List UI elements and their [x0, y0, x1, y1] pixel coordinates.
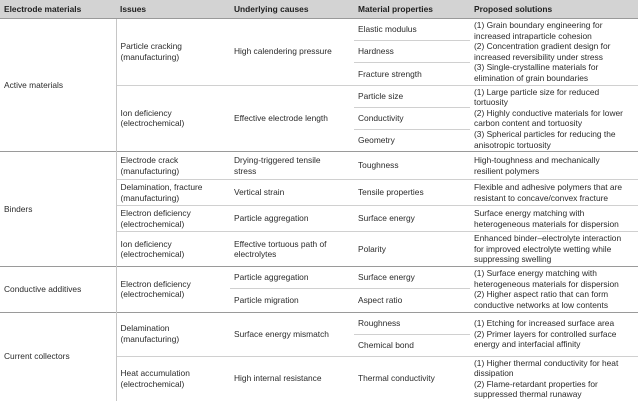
solution-cell: (1) Surface energy matching with heterogeneous materials for dispersion (2) Higher aspect ratio that can form conductive networks at low contents [470, 267, 638, 312]
issue-cell: Electrode crack (manufacturing) [116, 152, 230, 180]
table-row [0, 19, 638, 41]
property-cell: Surface energy [354, 206, 470, 232]
issue-type: (manufacturing) [120, 51, 180, 62]
property-cell: Tensile properties [354, 180, 470, 206]
table-row [0, 312, 638, 334]
table-row [0, 152, 638, 180]
header-issues: Issues [116, 0, 230, 19]
property-cell: Geometry [354, 129, 470, 151]
cause-cell: High calendering pressure [234, 46, 332, 57]
property-cell: Particle size [354, 85, 470, 107]
property-cell: Fracture strength [354, 63, 470, 85]
solution-cell: (1) Etching for increased surface area (2) Primer layers for controlled surface energy and interfacial affinity [470, 312, 638, 356]
property-cell: Roughness [354, 312, 470, 334]
cause-cell: Surface energy mismatch [230, 312, 354, 356]
issue-cell [116, 19, 230, 86]
issue-cell [116, 85, 230, 152]
group-active-materials: Active materials [0, 19, 116, 152]
table-row [0, 267, 638, 289]
property-cell: Elastic modulus [358, 24, 417, 35]
cause-cell: Effective tortuous path of electrolytes [230, 232, 354, 267]
issue-cell: Heat accumulation (electrochemical) [116, 356, 230, 401]
solution-cell: (1) Grain boundary engineering for increased intraparticle cohesion (2) Concentration gradient design for increased reversibility under stress (3) Single-crystalline materials for elimination of grain boundaries [474, 20, 611, 83]
property-cell: Aspect ratio [354, 288, 470, 312]
property-cell: Hardness [354, 41, 470, 63]
property-cell: Toughness [354, 152, 470, 180]
property-cell: Chemical bond [354, 334, 470, 356]
cause-cell: Vertical strain [230, 180, 354, 206]
issue-text: Particle cracking [120, 41, 182, 52]
header-material-properties: Material properties [354, 0, 470, 19]
group-binders: Binders [0, 152, 116, 267]
header-row [0, 0, 638, 19]
issue-cell: Electron deficiency (electrochemical) [116, 206, 230, 232]
solution-cell: (1) Large particle size for reduced tortuosity (2) Highly conductive materials for lower carbon content and tortuosity (3) Spherical particles for reducing the anisotropic tortuosity [470, 85, 638, 152]
issue-cell: Ion deficiency (electrochemical) [116, 232, 230, 267]
cause-cell: High internal resistance [230, 356, 354, 401]
property-cell: Surface energy [354, 267, 470, 289]
cause-cell: Particle migration [230, 288, 354, 312]
group-conductive-additives: Conductive additives [0, 267, 116, 312]
property-cell: Polarity [354, 232, 470, 267]
issue-type: (electrochemical) [120, 118, 185, 129]
solution-cell: High-toughness and mechanically resilient polymers [470, 152, 638, 180]
issue-cell: Electron deficiency (electrochemical) [116, 267, 230, 312]
solution-cell: Surface energy matching with heterogeneous materials for dispersion [470, 206, 638, 232]
issue-cell: Delamination, fracture (manufacturing) [116, 180, 230, 206]
solution-cell: Enhanced binder–electrolyte interaction for improved electrolyte wetting while suppressing swelling [470, 232, 638, 267]
solution-cell: Flexible and adhesive polymers that are resistant to concave/convex fracture [470, 180, 638, 206]
cause-cell: Drying-triggered tensile stress [230, 152, 354, 180]
solution-cell: (1) Higher thermal conductivity for heat dissipation (2) Flame-retardant properties for suppressed thermal runaway [470, 356, 638, 401]
issue-cell: Delamination (manufacturing) [116, 312, 230, 356]
issue-text: Ion deficiency [120, 107, 172, 118]
cause-cell: Particle aggregation [230, 267, 354, 289]
property-cell: Conductivity [354, 107, 470, 129]
header-electrode-materials: Electrode materials [0, 0, 116, 19]
cause-cell: Particle aggregation [230, 206, 354, 232]
cause-cell: Effective electrode length [230, 85, 354, 152]
group-current-collectors: Current collectors [0, 312, 116, 401]
header-proposed-solutions: Proposed solutions [470, 0, 638, 19]
header-underlying-causes: Underlying causes [230, 0, 354, 19]
property-cell: Thermal conductivity [354, 356, 470, 401]
